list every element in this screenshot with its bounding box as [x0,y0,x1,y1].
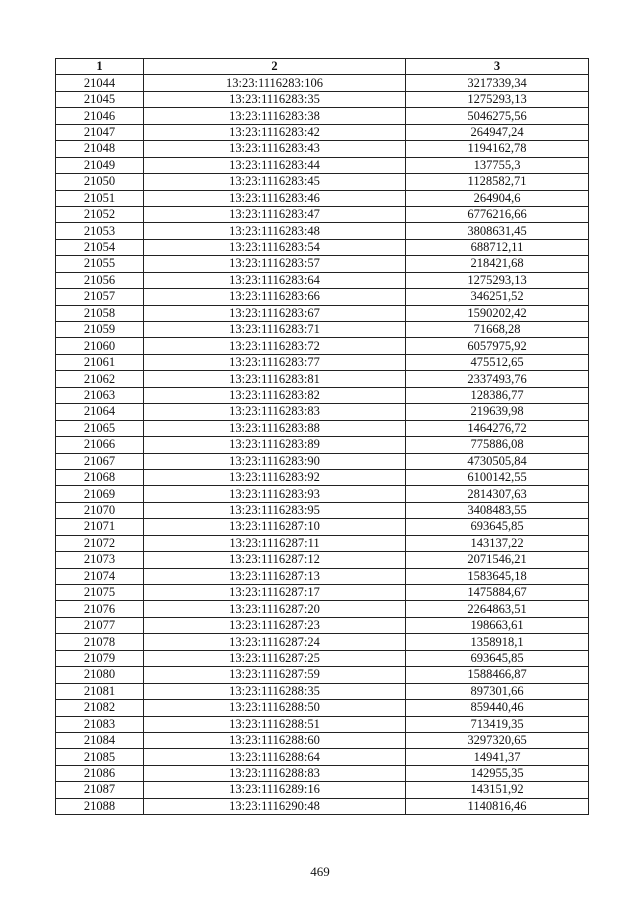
cadastral-number-cell: 13:23:1116287:20 [144,601,406,617]
row-number-cell: 21069 [56,486,144,502]
table-row [56,585,589,601]
cadastral-number-cell: 13:23:1116290:48 [144,798,406,814]
value-cell: 1275293,13 [406,272,589,288]
cadastral-number-cell: 13:23:1116289:16 [144,782,406,798]
value-cell: 346251,52 [406,289,589,305]
row-number-cell: 21049 [56,157,144,173]
row-number-cell: 21068 [56,469,144,485]
row-number-cell: 21072 [56,535,144,551]
table-header-row [56,59,589,75]
row-number-cell: 21056 [56,272,144,288]
column-header-1: 1 [56,59,144,75]
value-cell: 4730505,84 [406,453,589,469]
value-cell: 1464276,72 [406,420,589,436]
cadastral-number-cell: 13:23:1116283:35 [144,91,406,107]
value-cell: 859440,46 [406,700,589,716]
value-cell: 3217339,34 [406,75,589,91]
table-row [56,601,589,617]
table-row [56,239,589,255]
column-header-3: 3 [406,59,589,75]
row-number-cell: 21044 [56,75,144,91]
row-number-cell: 21057 [56,289,144,305]
table-row [56,486,589,502]
value-cell: 5046275,56 [406,108,589,124]
row-number-cell: 21053 [56,223,144,239]
row-number-cell: 21081 [56,683,144,699]
value-cell: 1128582,71 [406,174,589,190]
table-row [56,634,589,650]
row-number-cell: 21085 [56,749,144,765]
cadastral-number-cell: 13:23:1116288:83 [144,765,406,781]
table-row [56,91,589,107]
table-row [56,124,589,140]
table-row [56,552,589,568]
table-row [56,371,589,387]
cadastral-number-cell: 13:23:1116283:81 [144,371,406,387]
cadastral-number-cell: 13:23:1116283:57 [144,256,406,272]
cadastral-number-cell: 13:23:1116283:89 [144,437,406,453]
row-number-cell: 21063 [56,387,144,403]
row-number-cell: 21076 [56,601,144,617]
table-row [56,535,589,551]
table-row [56,749,589,765]
row-number-cell: 21055 [56,256,144,272]
row-number-cell: 21062 [56,371,144,387]
row-number-cell: 21075 [56,585,144,601]
value-cell: 1275293,13 [406,91,589,107]
value-cell: 218421,68 [406,256,589,272]
cadastral-number-cell: 13:23:1116283:92 [144,469,406,485]
table-row [56,667,589,683]
value-cell: 2264863,51 [406,601,589,617]
table-row [56,617,589,633]
value-cell: 1590202,42 [406,305,589,321]
table-row [56,75,589,91]
table-row [56,437,589,453]
cadastral-number-cell: 13:23:1116287:24 [144,634,406,650]
table-row [56,732,589,748]
table-row [56,404,589,420]
cadastral-number-cell: 13:23:1116283:82 [144,387,406,403]
row-number-cell: 21066 [56,437,144,453]
cadastral-number-cell: 13:23:1116288:50 [144,700,406,716]
row-number-cell: 21083 [56,716,144,732]
row-number-cell: 21079 [56,650,144,666]
value-cell: 198663,61 [406,617,589,633]
value-cell: 143151,92 [406,782,589,798]
row-number-cell: 21047 [56,124,144,140]
value-cell: 6776216,66 [406,206,589,222]
row-number-cell: 21086 [56,765,144,781]
cadastral-number-cell: 13:23:1116283:44 [144,157,406,173]
table-row [56,289,589,305]
column-header-2: 2 [144,59,406,75]
table-row [56,206,589,222]
row-number-cell: 21087 [56,782,144,798]
value-cell: 264947,24 [406,124,589,140]
row-number-cell: 21070 [56,502,144,518]
cadastral-number-cell: 13:23:1116283:90 [144,453,406,469]
table-row [56,322,589,338]
row-number-cell: 21050 [56,174,144,190]
cadastral-number-cell: 13:23:1116283:43 [144,141,406,157]
table-row [56,420,589,436]
row-number-cell: 21073 [56,552,144,568]
table-row [56,305,589,321]
cadastral-number-cell: 13:23:1116283:88 [144,420,406,436]
value-cell: 693645,85 [406,650,589,666]
value-cell: 264904,6 [406,190,589,206]
value-cell: 2071546,21 [406,552,589,568]
value-cell: 219639,98 [406,404,589,420]
table-row [56,256,589,272]
row-number-cell: 21074 [56,568,144,584]
value-cell: 3297320,65 [406,732,589,748]
value-cell: 2814307,63 [406,486,589,502]
row-number-cell: 21052 [56,206,144,222]
value-cell: 3808631,45 [406,223,589,239]
cadastral-number-cell: 13:23:1116283:46 [144,190,406,206]
table-row [56,174,589,190]
value-cell: 6057975,92 [406,338,589,354]
row-number-cell: 21065 [56,420,144,436]
cadastral-number-cell: 13:23:1116287:17 [144,585,406,601]
table-row [56,469,589,485]
value-cell: 1583645,18 [406,568,589,584]
cadastral-number-cell: 13:23:1116288:64 [144,749,406,765]
value-cell: 897301,66 [406,683,589,699]
cadastral-table [55,58,589,815]
cadastral-number-cell: 13:23:1116287:11 [144,535,406,551]
value-cell: 688712,11 [406,239,589,255]
value-cell: 713419,35 [406,716,589,732]
table-row [56,700,589,716]
value-cell: 128386,77 [406,387,589,403]
cadastral-number-cell: 13:23:1116283:38 [144,108,406,124]
cadastral-number-cell: 13:23:1116287:59 [144,667,406,683]
row-number-cell: 21080 [56,667,144,683]
cadastral-number-cell: 13:23:1116288:35 [144,683,406,699]
row-number-cell: 21054 [56,239,144,255]
page-number: 469 [310,864,330,879]
cadastral-number-cell: 13:23:1116283:95 [144,502,406,518]
row-number-cell: 21084 [56,732,144,748]
row-number-cell: 21051 [56,190,144,206]
value-cell: 1140816,46 [406,798,589,814]
cadastral-number-cell: 13:23:1116288:60 [144,732,406,748]
table-row [56,453,589,469]
table-row [56,141,589,157]
cadastral-number-cell: 13:23:1116287:12 [144,552,406,568]
cadastral-number-cell: 13:23:1116283:93 [144,486,406,502]
row-number-cell: 21088 [56,798,144,814]
table-row [56,108,589,124]
table-row [56,190,589,206]
table-row [56,650,589,666]
table-body [56,75,589,815]
value-cell: 693645,85 [406,519,589,535]
table-row [56,765,589,781]
cadastral-number-cell: 13:23:1116283:64 [144,272,406,288]
value-cell: 1358918,1 [406,634,589,650]
table-row [56,338,589,354]
cadastral-number-cell: 13:23:1116283:45 [144,174,406,190]
cadastral-number-cell: 13:23:1116287:23 [144,617,406,633]
cadastral-number-cell: 13:23:1116283:54 [144,239,406,255]
cadastral-number-cell: 13:23:1116283:77 [144,354,406,370]
cadastral-number-cell: 13:23:1116283:66 [144,289,406,305]
row-number-cell: 21046 [56,108,144,124]
table-row [56,716,589,732]
row-number-cell: 21048 [56,141,144,157]
cadastral-number-cell: 13:23:1116287:25 [144,650,406,666]
table-row [56,387,589,403]
table-row [56,519,589,535]
value-cell: 1588466,87 [406,667,589,683]
table-row [56,798,589,814]
cadastral-number-cell: 13:23:1116283:71 [144,322,406,338]
value-cell: 2337493,76 [406,371,589,387]
row-number-cell: 21071 [56,519,144,535]
row-number-cell: 21078 [56,634,144,650]
value-cell: 143137,22 [406,535,589,551]
table-row [56,157,589,173]
cadastral-number-cell: 13:23:1116283:67 [144,305,406,321]
row-number-cell: 21058 [56,305,144,321]
value-cell: 1194162,78 [406,141,589,157]
value-cell: 137755,3 [406,157,589,173]
value-cell: 775886,08 [406,437,589,453]
row-number-cell: 21082 [56,700,144,716]
table-row [56,272,589,288]
cadastral-number-cell: 13:23:1116283:47 [144,206,406,222]
value-cell: 1475884,67 [406,585,589,601]
cadastral-number-cell: 13:23:1116283:72 [144,338,406,354]
value-cell: 3408483,55 [406,502,589,518]
row-number-cell: 21064 [56,404,144,420]
value-cell: 14941,37 [406,749,589,765]
table-row [56,683,589,699]
row-number-cell: 21067 [56,453,144,469]
cadastral-number-cell: 13:23:1116287:13 [144,568,406,584]
table-row [56,354,589,370]
cadastral-number-cell: 13:23:1116288:51 [144,716,406,732]
value-cell: 475512,65 [406,354,589,370]
table-row [56,782,589,798]
cadastral-number-cell: 13:23:1116283:83 [144,404,406,420]
row-number-cell: 21060 [56,338,144,354]
cadastral-number-cell: 13:23:1116283:106 [144,75,406,91]
cadastral-number-cell: 13:23:1116283:42 [144,124,406,140]
table-row [56,223,589,239]
table-row [56,568,589,584]
table-row [56,502,589,518]
row-number-cell: 21061 [56,354,144,370]
value-cell: 71668,28 [406,322,589,338]
row-number-cell: 21059 [56,322,144,338]
row-number-cell: 21045 [56,91,144,107]
cadastral-number-cell: 13:23:1116283:48 [144,223,406,239]
row-number-cell: 21077 [56,617,144,633]
value-cell: 142955,35 [406,765,589,781]
value-cell: 6100142,55 [406,469,589,485]
cadastral-number-cell: 13:23:1116287:10 [144,519,406,535]
